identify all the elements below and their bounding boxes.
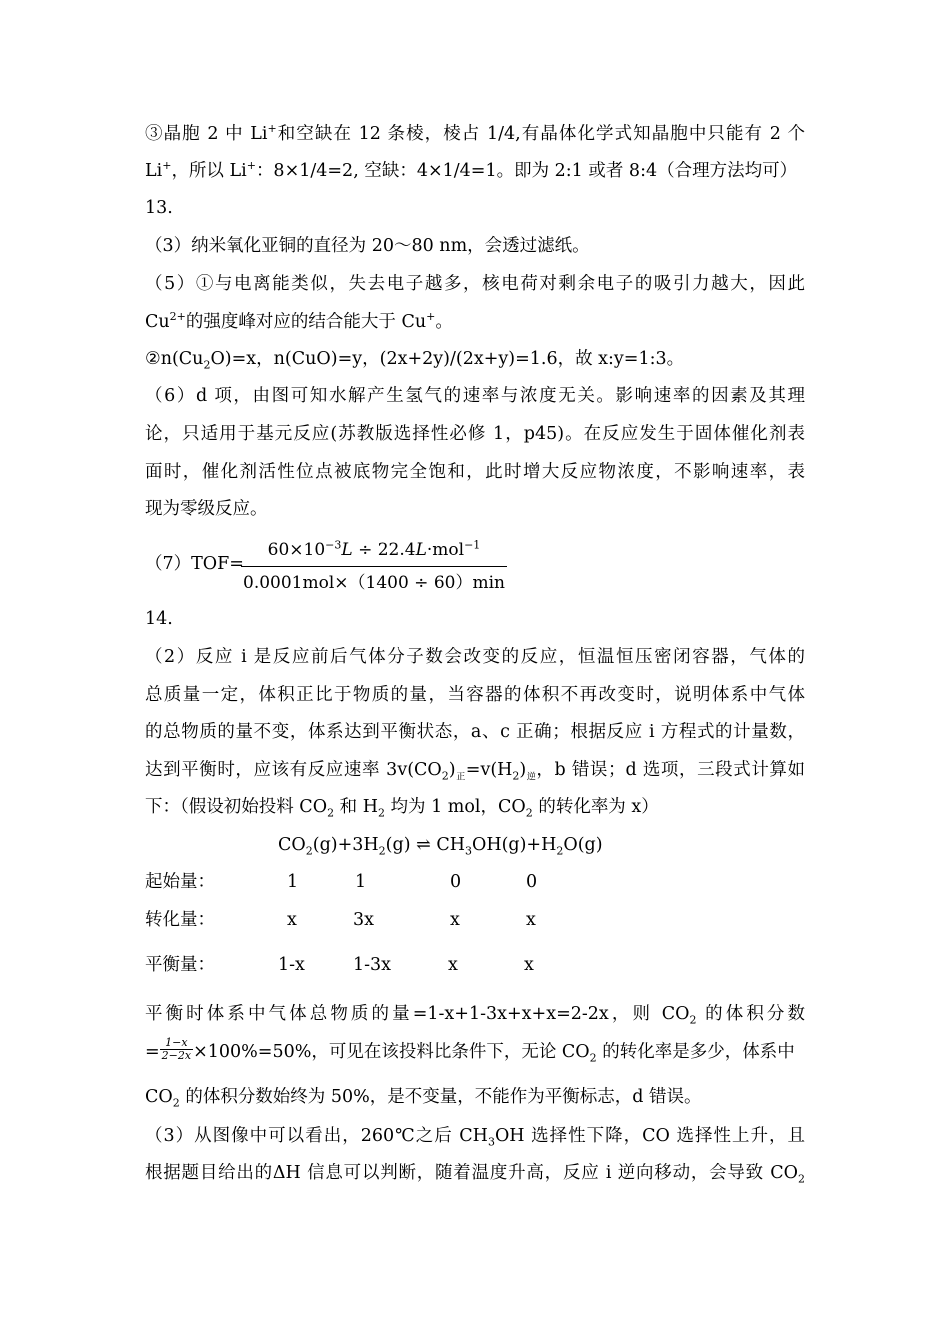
table-cell: x bbox=[524, 955, 534, 975]
q13-item6-line1: （6）d 项，由图可知水解产生氢气的速率与浓度无关。影响速率的因素及其理 bbox=[145, 386, 805, 406]
q13-item6-line3: 面时，催化剂活性位点被底物完全饱和，此时增大反应物浓度，不影响速率，表 bbox=[145, 462, 805, 482]
q13-number: 13. bbox=[145, 198, 173, 218]
table-cell: 3x bbox=[353, 910, 375, 930]
q13-item5-line3: $②n(Cu_2O)=x$，n(CuO)=y，(2x+2y)/(2x+y)=1.6，故 x:y=1:3。 bbox=[145, 349, 685, 372]
table-cell: 1-x bbox=[278, 955, 305, 975]
q14-after-line1: 平衡时体系中气体总物质的量=1-x+1-3x+x+x=2-2x，则 $CO_2$ 的体积分数 bbox=[145, 1004, 805, 1027]
q14-after-line2: = $\frac{1-x}{2-2x}$ ×100%=50%，可见在该投料比条件下，无论 $CO_2$ 的转化率是多少，体系中 bbox=[145, 1036, 795, 1065]
table-cell: 0 bbox=[450, 872, 462, 892]
q13-item3: （3）纳米氧化亚铜的直径为 20～80 nm，会透过滤纸。 bbox=[145, 236, 590, 256]
q13-item5-line2: $Cu^{2+}$的强度峰对应的结合能大于 Cu+。 bbox=[145, 310, 453, 332]
q14-item2-line2: 总质量一定，体积正比于物质的量，当容器的体积不再改变时，说明体系中气体 bbox=[145, 685, 805, 705]
row-label: 平衡量： bbox=[145, 955, 215, 975]
table-cell: x bbox=[450, 910, 460, 930]
q14-item2-line4: 达到平衡时，应该有反应速率 $3v(CO_2)_正=v(H_2)_逆$，b 错误；d 选项，三段式计算如 bbox=[145, 760, 805, 783]
table-cell: x bbox=[287, 910, 297, 930]
tof-denominator: 0.0001mol×（1400 ÷ 60）min bbox=[243, 573, 505, 593]
row-label: 转化量： bbox=[145, 910, 215, 930]
crystal-line-2: Li+，所以 Li+：8×1/4=2, 空缺：4×1/4=1。即为 2:1 或者 8:4（合理方法均可） bbox=[145, 159, 798, 181]
q14-item2-line3: 的总物质的量不变，体系达到平衡状态，a、c 正确；根据反应 i 方程式的计量数， bbox=[145, 722, 805, 742]
table-cell: 1 bbox=[355, 872, 367, 892]
q13-item6-line2: 论，只适用于基元反应(苏教版选择性必修 1，p45)。在反应发生于固体催化剂表 bbox=[145, 424, 805, 444]
q14-item2-line1: （2）反应 i 是反应前后气体分子数会改变的反应，恒温恒压密闭容器，气体的 bbox=[145, 647, 805, 667]
table-cell: 1 bbox=[287, 872, 299, 892]
q14-item2-line5: 下：（假设初始投料 $CO_2$ 和 $H_2$ 均为 1 mol，$CO_2$ 的转化率为 x） bbox=[145, 797, 659, 820]
row-label: 起始量： bbox=[145, 872, 215, 892]
crystal-line-1: ③晶胞 2 中 Li+和空缺在 12 条棱，棱占 1/4,有晶体化学式知晶胞中只能有 2 个 bbox=[145, 122, 805, 144]
q13-item5-line1: （5）①与电离能类似，失去电子越多，核电荷对剩余电子的吸引力越大，因此 bbox=[145, 274, 805, 294]
q14-number: 14. bbox=[145, 609, 173, 629]
table-cell: 0 bbox=[526, 872, 538, 892]
q13-item7-formula: （7）TOF= $60\times 10^{-3}L \div 22.4L\cdot mol^{-1}$ 0.0001mol×（1400 ÷ 60）min bbox=[145, 538, 505, 593]
q14-after-line3: $CO_2$ 的体积分数始终为 50%，是不变量，不能作为平衡标志，d 错误。 bbox=[145, 1087, 702, 1110]
tof-numerator: $60\times 10^{-3}L \div 22.4L\cdot mol^{-1}$ bbox=[241, 538, 507, 567]
q14-item3-line1: （3）从图像中可以看出，260℃之后 $CH_3OH$ 选择性下降，CO 选择性上升，且 bbox=[145, 1126, 805, 1149]
fraction-small: $\frac{1-x}{2-2x}$ bbox=[161, 1036, 192, 1062]
table-cell: x bbox=[526, 910, 536, 930]
q13-item6-line4: 现为零级反应。 bbox=[145, 499, 268, 519]
table-cell: x bbox=[448, 955, 458, 975]
table-cell: 1-3x bbox=[353, 955, 392, 975]
equilibrium-equation: $CO_2(g)+3H_2(g)$ ⇌ $CH_3OH(g)+H_2O(g)$ bbox=[278, 835, 603, 858]
q14-item3-line2: 根据题目给出的ΔH 信息可以判断，随着温度升高，反应 i 逆向移动，会导致 $CO_2$ bbox=[145, 1163, 805, 1186]
tof-fraction bbox=[241, 538, 507, 595]
